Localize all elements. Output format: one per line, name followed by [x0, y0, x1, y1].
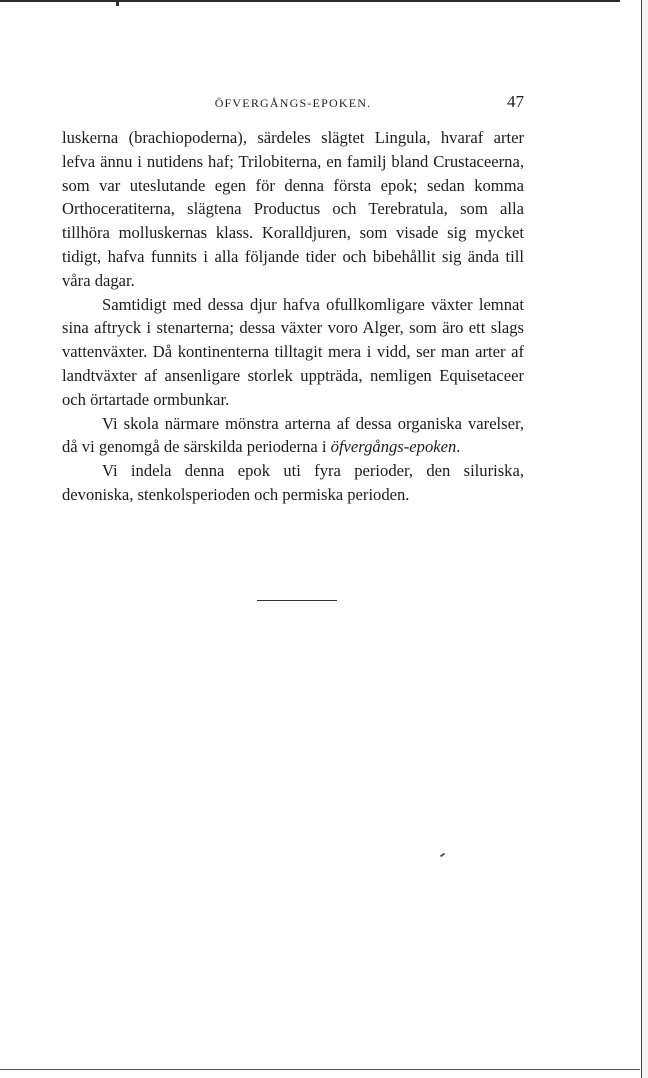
- paragraph-1: luskerna (brachiopoderna), särdeles slägtet Lingula, hvaraf arter lefva ännu i nutidens haf; Trilobiterna, en familj bland Crustaceerna, som var uteslutande egen för denna första epok; sedan komma Orthoceratiterna, slägtena Productus och Terebratula, som alla tillhöra molluskernas klass. Koralldjuren, som visade sig mycket tidigt, hafva funnits i alla följande tider och bibehållit sig ända till våra dagar.: [62, 128, 524, 290]
- paragraph-4: Vi indela denna epok uti fyra perioder, den siluriska, devoniska, stenkolsperioden och permiska perioden.: [62, 461, 524, 504]
- body-text: [62, 126, 524, 507]
- paragraph-3-end: .: [456, 437, 461, 457]
- scan-mark: [116, 0, 119, 6]
- paragraph-3: [62, 412, 524, 460]
- paragraph-3-emphasis: öfvergångs-epoken: [330, 437, 457, 457]
- paper-speck: [440, 853, 445, 858]
- scan-edge-top: [0, 0, 620, 5]
- section-end-rule: [257, 600, 337, 601]
- running-head: ÖFVERGÅNGS-EPOKEN.: [214, 96, 372, 110]
- paragraph-3-text: Vi skola närmare mönstra arterna af dessa organiska varelser, då vi genomgå de särskilda perioderna i: [62, 413, 524, 457]
- paragraph-2: Samtidigt med dessa djur hafva ofullkomligare växter lemnat sina aftryck i stenarterna; dessa växter voro Alger, som äro ett slags vattenväxter. Då kontinenterna tilltagit mera i vidd, ser man arter af landtväxter af ansenligare storlek uppträda, nemligen Equisetaceer och örtartade ormbunkar.: [62, 294, 524, 409]
- page-header: [62, 92, 524, 116]
- scan-edge-bottom: [0, 1069, 640, 1070]
- scan-edge-right: [641, 0, 648, 1078]
- page-number: 47: [507, 92, 524, 111]
